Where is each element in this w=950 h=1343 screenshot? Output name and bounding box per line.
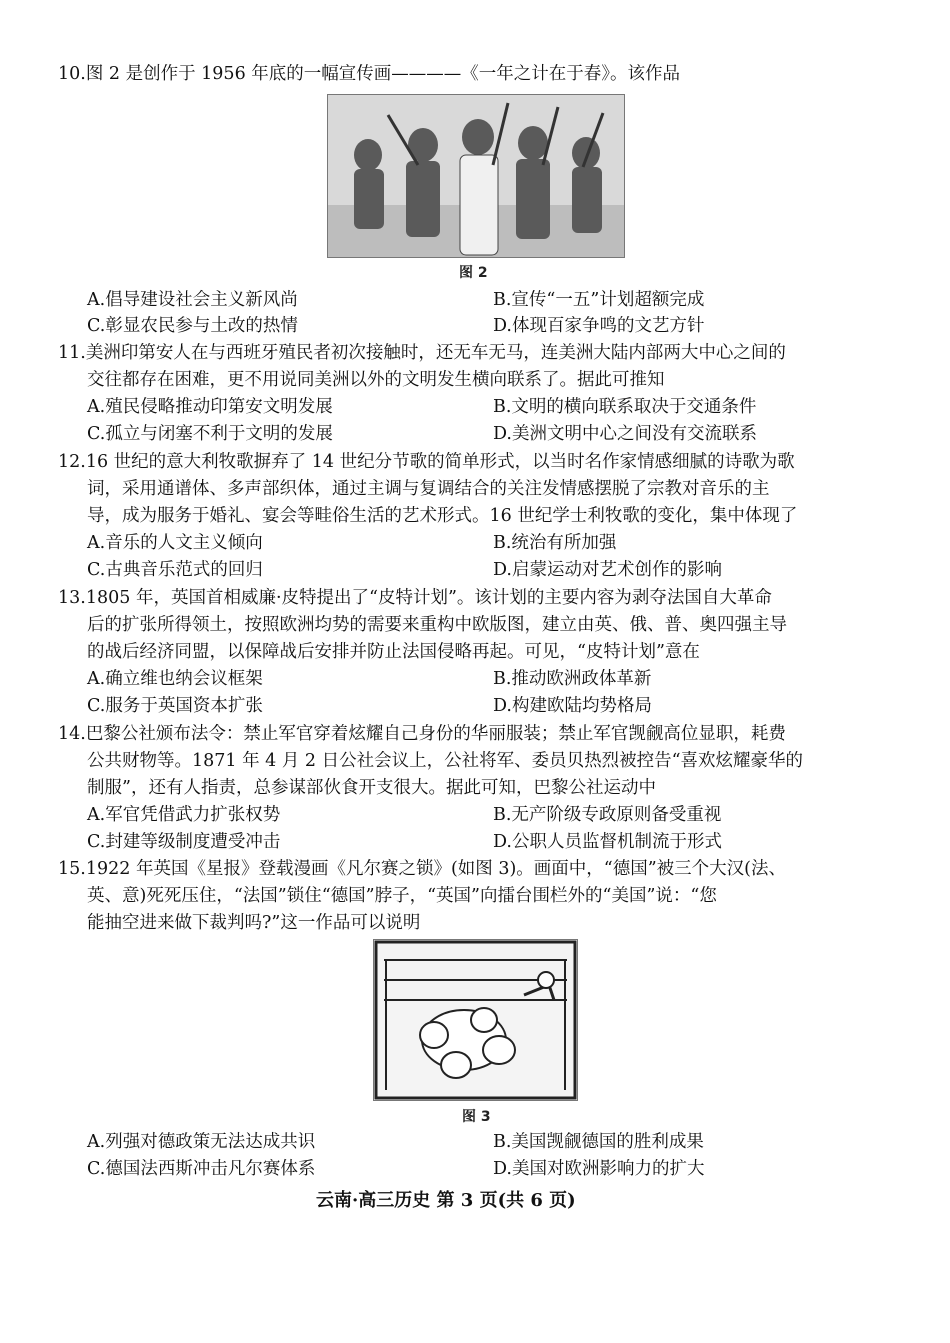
q13-option-b[interactable]: B.推动欧洲政体革新 [493, 669, 652, 689]
q14-option-a[interactable]: A.军官凭借武力扩张权势 [87, 805, 281, 825]
q14-option-c[interactable]: C.封建等级制度遭受冲击 [87, 832, 281, 852]
q14-option-b[interactable]: B.无产阶级专政原则备受重视 [493, 805, 722, 825]
propaganda-painting-figure [327, 94, 625, 258]
q10-option-c[interactable]: C.彰显农民参与土改的热情 [87, 316, 298, 336]
q15-option-a[interactable]: A.列强对德政策无法达成共识 [87, 1132, 316, 1152]
q13-option-d[interactable]: D.构建欧陆均势格局 [493, 696, 652, 716]
q15-option-d[interactable]: D.美国对欧洲影响力的扩大 [493, 1159, 705, 1179]
q10-option-d[interactable]: D.体现百家争鸣的文艺方针 [493, 316, 705, 336]
propaganda-painting-illustration [328, 95, 624, 257]
q14-stem-line-2: 公共财物等。1871 年 4 月 2 日公社会议上，公社将军、委员贝热烈被控告“喜欢炫耀豪华的 [87, 751, 804, 771]
q11-stem-line-2: 交往都存在困难，更不用说同美洲以外的文明发生横向联系了。据此可推知 [87, 370, 665, 390]
q14-option-d[interactable]: D.公职人员监督机制流于形式 [493, 832, 722, 852]
q14-stem-line-3: 制服”，还有人指责，总参谋部伙食开支很大。据此可知，巴黎公社运动中 [87, 778, 656, 798]
q15-stem-line-1: 15.1922 年英国《星报》登载漫画《凡尔赛之锁》(如图 3)。画面中，“德国”被三个大汉(法、 [58, 859, 787, 879]
figure-2-caption: 图 2 [459, 265, 488, 281]
q10-stem-line-1: 10.图 2 是创作于 1956 年底的一幅宣传画————《一年之计在于春》。该作品 [58, 64, 681, 84]
versailles-lock-cartoon-figure [373, 939, 578, 1101]
q13-option-a[interactable]: A.确立维也纳会议框架 [87, 669, 263, 689]
q15-option-b[interactable]: B.美国觊觎德国的胜利成果 [493, 1132, 704, 1152]
q12-option-b[interactable]: B.统治有所加强 [493, 533, 617, 553]
q15-stem-line-3: 能抽空进来做下裁判吗?”这一作品可以说明 [87, 913, 421, 933]
figure-3-caption: 图 3 [462, 1109, 491, 1125]
q11-option-d[interactable]: D.美洲文明中心之间没有交流联系 [493, 424, 757, 444]
q15-stem-line-2: 英、意)死死压住，“法国”锁住“德国”脖子，“英国”向擂台围栏外的“美国”说：“您 [87, 886, 717, 906]
q11-option-c[interactable]: C.孤立与闭塞不利于文明的发展 [87, 424, 333, 444]
q13-option-c[interactable]: C.服务于英国资本扩张 [87, 696, 263, 716]
q13-stem-line-2: 后的扩张所得领土，按照欧洲均势的需要来重构中欧版图，建立由英、俄、普、奥四强主导 [87, 615, 787, 635]
q11-option-b[interactable]: B.文明的横向联系取决于交通条件 [493, 397, 757, 417]
versailles-lock-cartoon-illustration [374, 940, 577, 1100]
q12-option-c[interactable]: C.古典音乐范式的回归 [87, 560, 263, 580]
page-footer: 云南·高三历史 第 3 页(共 6 页) [316, 1190, 576, 1211]
q12-stem-line-1: 12.16 世纪的意大利牧歌摒弃了 14 世纪分节歌的简单形式，以当时名作家情感细腻的诗歌为歌 [58, 452, 795, 472]
q10-option-a[interactable]: A.倡导建设社会主义新风尚 [87, 290, 298, 310]
q15-option-c[interactable]: C.德国法西斯冲击凡尔赛体系 [87, 1159, 316, 1179]
q10-option-b[interactable]: B.宣传“一五”计划超额完成 [493, 290, 705, 310]
q12-stem-line-2: 词，采用通谱体、多声部织体，通过主调与复调结合的关注发情感摆脱了宗教对音乐的主 [87, 479, 770, 499]
q12-stem-line-3: 导，成为服务于婚礼、宴会等畦俗生活的艺术形式。16 世纪学士利牧歌的变化，集中体现了 [87, 506, 798, 526]
q12-option-a[interactable]: A.音乐的人文主义倾向 [87, 533, 263, 553]
q11-stem-line-1: 11.美洲印第安人在与西班牙殖民者初次接触时，还无车无马，连美洲大陆内部两大中心之间的 [58, 343, 786, 363]
q11-option-a[interactable]: A.殖民侵略推动印第安文明发展 [87, 397, 333, 417]
q12-option-d[interactable]: D.启蒙运动对艺术创作的影响 [493, 560, 722, 580]
q13-stem-line-1: 13.1805 年，英国首相威廉·皮特提出了“皮特计划”。该计划的主要内容为剥夺法国自大革命 [58, 588, 772, 608]
q13-stem-line-3: 的战后经济同盟，以保障战后安排并防止法国侵略再起。可见，“皮特计划”意在 [87, 642, 700, 662]
q14-stem-line-1: 14.巴黎公社颁布法令：禁止军官穿着炫耀自己身份的华丽服装；禁止军官觊觎高位显职，耗费 [58, 724, 786, 744]
